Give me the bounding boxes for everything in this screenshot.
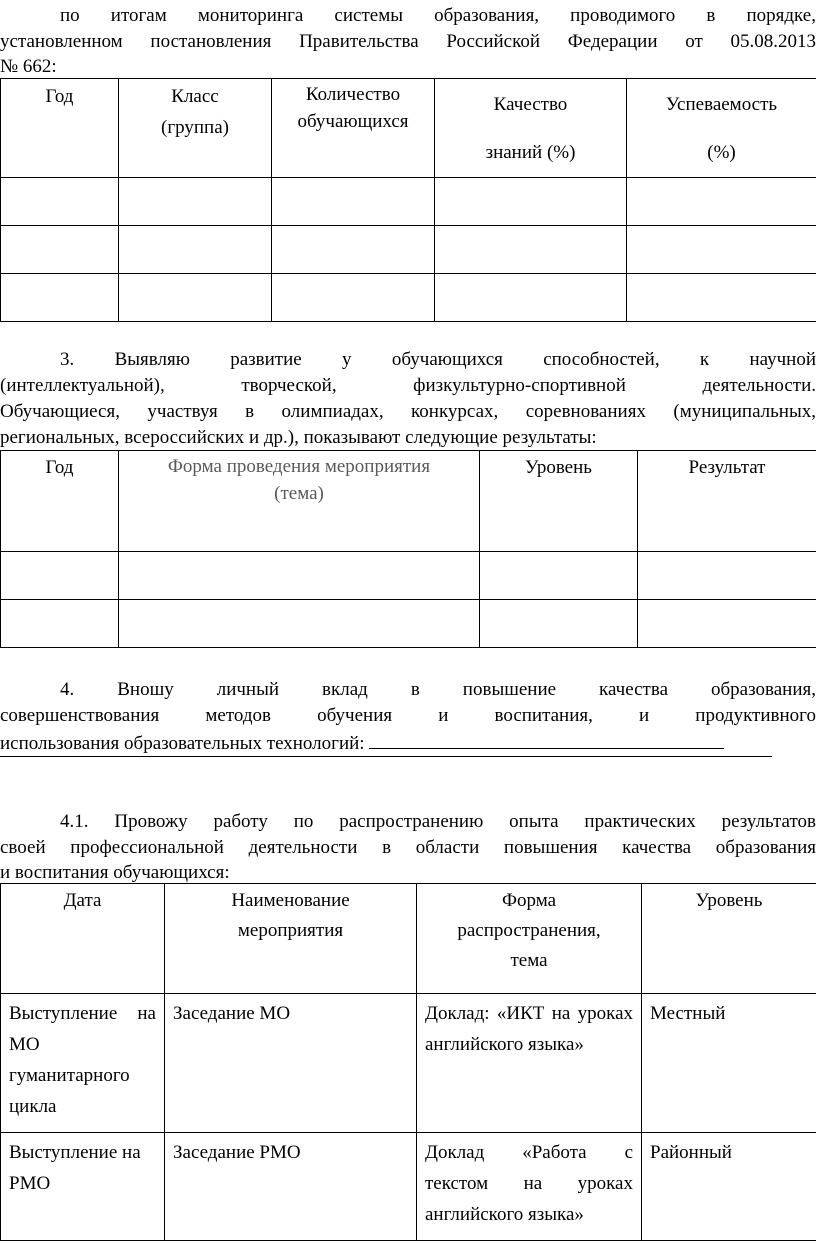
- monitoring-table: [0, 78, 816, 322]
- cell-level: Местный: [642, 994, 816, 1133]
- header-year: Год: [1, 451, 119, 552]
- section3-line-1: 3. Выявляю развитие у обучающихся способностей, к научной: [60, 349, 816, 370]
- table-row: [1, 600, 816, 648]
- section3-line-4: региональных, всероссийских и др.), показывают следующие результаты:: [0, 427, 597, 448]
- section4-line-2: совершенствования методов обучения и воспитания, и продуктивного: [0, 705, 816, 726]
- table-row: [1, 1133, 816, 1241]
- header-level: Уровень: [642, 884, 816, 994]
- section41-line-1: 4.1. Провожу работу по распространению опыта практических результатов: [60, 811, 816, 832]
- cell-event-name: Заседание МО: [165, 994, 417, 1133]
- table-row: [1, 226, 816, 274]
- header-level: Уровень: [480, 451, 638, 552]
- section3-line-3: Обучающиеся, участвуя в олимпиадах, конкурсах, соревнованиях (муниципальных,: [0, 401, 816, 422]
- header-event-form: Форма проведения мероприятия (тема): [119, 451, 480, 552]
- table-row: [1, 994, 816, 1133]
- experience-table: [0, 883, 816, 1241]
- results-table: [0, 450, 816, 648]
- cell-level: Районный: [642, 1133, 816, 1241]
- cell-date: Выступление на РМО: [1, 1133, 165, 1241]
- header-year: Год: [1, 79, 119, 178]
- header-quality: Качество знаний (%): [435, 79, 627, 178]
- header-date: Дата: [1, 884, 165, 994]
- section41-line-3: и воспитания обучающихся:: [0, 862, 230, 883]
- table-row: [1, 178, 816, 226]
- intro-line-2: установленном постановления Правительства Российской Федерации от 05.08.2013: [0, 31, 816, 52]
- cell-event-name: Заседание РМО: [165, 1133, 417, 1241]
- table-row: [1, 552, 816, 600]
- blank-line-2: [0, 756, 772, 757]
- intro-line-1: по итогам мониторинга системы образования, проводимого в порядке,: [60, 5, 816, 26]
- blank-line: [369, 730, 724, 749]
- section3-line-2: (интеллектуальной), творческой, физкультурно-спортивной деятельности.: [0, 375, 816, 396]
- table-header-row: [1, 79, 816, 178]
- header-result: Результат: [638, 451, 816, 552]
- section4-line-1: 4. Вношу личный вклад в повышение качества образования,: [60, 679, 816, 700]
- table-header-row: [1, 884, 816, 994]
- table-header-row: [1, 451, 816, 552]
- header-distribution-form: Форма распространения, тема: [417, 884, 642, 994]
- header-class: Класс (группа): [119, 79, 272, 178]
- header-progress: Успеваемость (%): [627, 79, 816, 178]
- header-students-count: Количество обучающихся: [272, 79, 435, 178]
- intro-line-3: № 662:: [0, 56, 57, 77]
- table-row: [1, 274, 816, 322]
- cell-distribution-form: Доклад «Работа с текстом на уроках английского языка»: [417, 1133, 642, 1241]
- cell-distribution-form: Доклад: «ИКТ на уроках английского языка»: [417, 994, 642, 1133]
- section4-line-3: использования образовательных технологий:: [0, 730, 816, 756]
- header-event-name: Наименование мероприятия: [165, 884, 417, 994]
- section41-line-2: своей профессиональной деятельности в области повышения качества образования: [0, 837, 816, 858]
- cell-date: Выступление на МО гуманитарного цикла: [1, 994, 165, 1133]
